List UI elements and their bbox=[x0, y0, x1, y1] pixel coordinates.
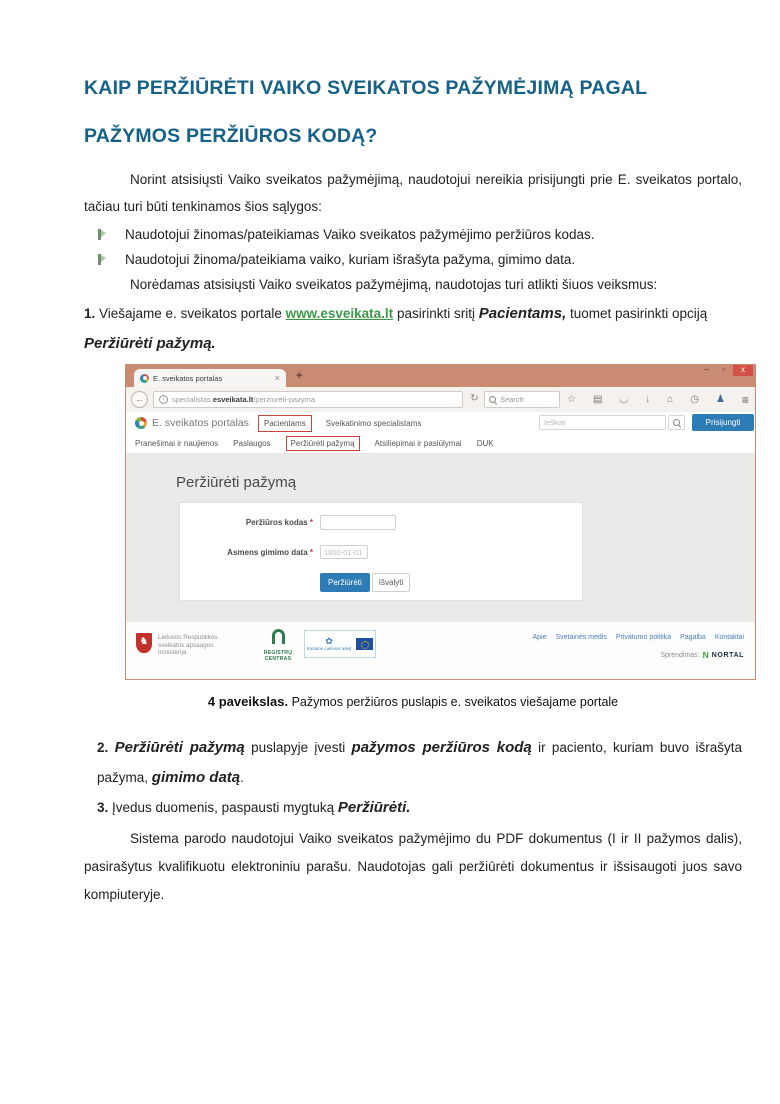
step-number: 2. bbox=[97, 740, 115, 755]
caption-text: Pažymos peržiūros puslapis e. sveikatos viešajame portale bbox=[288, 695, 619, 709]
step-2 bbox=[84, 733, 742, 793]
url-path: /perziureti-pazyma bbox=[253, 395, 316, 404]
nav-item-pranesimai[interactable]: Pranešimai ir naujienos bbox=[135, 439, 219, 448]
code-label: Peržiūros kodas * bbox=[245, 518, 313, 527]
esveikata-favicon-icon bbox=[140, 374, 149, 383]
info-icon[interactable]: i bbox=[159, 395, 168, 404]
window-minimize-icon[interactable]: – bbox=[704, 365, 709, 374]
browser-tab[interactable] bbox=[134, 369, 286, 387]
portal-search-box[interactable] bbox=[539, 415, 666, 430]
portal-secondary-nav bbox=[126, 434, 755, 454]
nav-item-atsiliepimai[interactable]: Atsiliepimai ir pasiūlymai bbox=[374, 439, 462, 448]
eu-funding-logo bbox=[304, 630, 376, 658]
search-icon bbox=[489, 396, 497, 404]
bullet-marker-icon bbox=[98, 229, 101, 240]
history-icon[interactable]: ◷ bbox=[690, 393, 699, 405]
solution-credit bbox=[660, 650, 744, 660]
footer-link-medis[interactable]: Svetainės medis bbox=[555, 634, 607, 641]
emphasis-text: Peržiūrėti pažymą. bbox=[84, 335, 216, 352]
bullet-text: Naudotojui žinomas/pateikiamas Vaiko sveikatos pažymėjimo peržiūros kodas. bbox=[125, 227, 595, 242]
bullet-text: Naudotojui žinoma/pateikiama vaiko, kuriam išrašyta pažyma, gimimo data. bbox=[125, 252, 576, 267]
eu-label: Kuriame Lietuvos ateitį bbox=[306, 646, 352, 651]
dob-input[interactable] bbox=[320, 545, 368, 559]
eu-flag-icon bbox=[356, 638, 373, 650]
closing-paragraph: Sistema parodo naudotojui Vaiko sveikatos pažymėjimo du PDF dokumentus (I ir II pažymos dalis), pasirašytus kvalifikuotu elektroniniu parašu. Naudotojas gali peržiūrėti dokumentus ir išsisaugoti juos savo kompiuteryje. bbox=[84, 831, 742, 902]
required-mark: * bbox=[309, 547, 313, 557]
portal-logo-icon bbox=[135, 417, 147, 429]
account-icon[interactable]: ♟ bbox=[715, 393, 725, 405]
nortal-wordmark: NORTAL bbox=[711, 651, 744, 659]
eu-emblem-icon: ✿ bbox=[325, 636, 333, 646]
bookmark-star-icon[interactable]: ☆ bbox=[567, 393, 576, 405]
pocket-icon[interactable]: ◡ bbox=[619, 393, 629, 405]
step-text: Viešajame e. sveikatos portale bbox=[95, 306, 286, 321]
registry-logo bbox=[252, 629, 304, 662]
step-number: 3. bbox=[97, 800, 109, 815]
footer-link-kontaktai[interactable]: Kontaktai bbox=[714, 634, 744, 641]
list-item bbox=[84, 247, 742, 272]
footer-link-privatumo[interactable]: Privatumo politika bbox=[615, 634, 672, 641]
list-item bbox=[84, 222, 742, 247]
step-text: Įvedus duomenis, paspausti mygtuką bbox=[108, 800, 338, 815]
footer-link-apie[interactable]: Apie bbox=[532, 634, 547, 641]
submit-button[interactable]: Peržiūrėti bbox=[320, 573, 370, 592]
footer-link-pagalba[interactable]: Pagalba bbox=[680, 634, 706, 641]
nav-item-perziureti-pazyma[interactable]: Peržiūrėti pažymą bbox=[286, 436, 360, 451]
tab-title: E. sveikatos portalas bbox=[153, 373, 223, 383]
step-text: ir paciento, kuriam buvo išrašyta pažyma, bbox=[97, 740, 742, 785]
nav-item-pacientams[interactable]: Pacientams bbox=[258, 415, 312, 432]
emphasis-text: Pacientams, bbox=[478, 305, 567, 322]
pre-steps-paragraph: Norėdamas atsisiųsti Vaiko sveikatos pažymėjimą, naudotojas turi atlikti šiuos veiksmus: bbox=[130, 277, 658, 292]
portal-footer bbox=[126, 622, 755, 679]
esveikata-link[interactable]: www.esveikata.lt bbox=[285, 306, 394, 321]
nortal-logo-icon: N bbox=[702, 650, 709, 660]
bookmarks-tray-icon[interactable]: ▤ bbox=[592, 393, 603, 405]
window-controls bbox=[699, 365, 753, 376]
nav-item-paslaugos[interactable]: Paslaugos bbox=[233, 439, 271, 448]
search-icon bbox=[673, 419, 681, 427]
back-icon[interactable]: ← bbox=[131, 391, 148, 408]
step-number: 1. bbox=[84, 306, 96, 321]
step-1 bbox=[84, 299, 742, 359]
dob-label: Asmens gimimo data * bbox=[227, 547, 313, 557]
browser-toolbar bbox=[126, 387, 755, 413]
emphasis-text: pažymos peržiūros kodą bbox=[351, 739, 532, 756]
download-icon[interactable]: ↓ bbox=[645, 393, 651, 405]
tab-close-icon[interactable]: × bbox=[274, 372, 280, 383]
portal-primary-nav bbox=[258, 415, 421, 432]
portal-content bbox=[126, 454, 755, 622]
address-bar[interactable] bbox=[153, 391, 463, 408]
bullet-marker-icon bbox=[98, 254, 101, 265]
ministry-label: Lietuvos Respublikos sveikatos apsaugos ministerija bbox=[158, 634, 218, 656]
certificate-form-card bbox=[179, 502, 583, 601]
clear-button[interactable]: Išvalyti bbox=[372, 573, 410, 592]
code-input[interactable] bbox=[320, 515, 396, 530]
browser-search-box[interactable] bbox=[484, 391, 560, 408]
solution-label: Sprendimas: bbox=[660, 651, 700, 659]
portal-search-input[interactable] bbox=[544, 418, 661, 427]
emphasis-text: gimimo datą bbox=[151, 769, 241, 786]
step-3 bbox=[84, 793, 742, 823]
window-close-icon[interactable]: x bbox=[733, 365, 753, 376]
caption-number: 4 paveikslas. bbox=[207, 694, 289, 709]
coat-of-arms-icon: ♞ bbox=[136, 633, 152, 653]
new-tab-icon[interactable]: + bbox=[296, 370, 303, 382]
home-icon[interactable]: ⌂ bbox=[667, 393, 674, 405]
figure-browser-screenshot bbox=[125, 364, 756, 680]
required-mark: * bbox=[309, 518, 313, 527]
browser-titlebar bbox=[126, 365, 755, 387]
portal-page-heading: Peržiūrėti pažymą bbox=[176, 474, 297, 491]
intro-paragraph: Norint atsisiųsti Vaiko sveikatos pažymėjimą, naudotojui nereikia prisijungti prie E. sveikatos portalo, tačiau turi būti tenkinamos šios sąlygos: bbox=[84, 172, 742, 214]
portal-brand: E. sveikatos portalas bbox=[152, 417, 249, 429]
step-text: pasirinkti sritį bbox=[393, 306, 479, 321]
registry-arch-icon bbox=[272, 629, 285, 644]
conditions-list bbox=[84, 222, 742, 272]
url-prefix: specialistas. bbox=[172, 395, 213, 404]
eu-emblem bbox=[307, 637, 351, 651]
emphasis-text: Peržiūrėti pažymą bbox=[114, 739, 245, 756]
figure-caption bbox=[84, 694, 742, 709]
nav-item-duk[interactable]: DUK bbox=[476, 439, 494, 448]
step-text: tuomet pasirinkti opciją bbox=[566, 306, 708, 321]
nav-item-specialistams[interactable]: Sveikatinimo specialistams bbox=[325, 419, 422, 428]
browser-search-input[interactable] bbox=[500, 395, 555, 404]
login-button[interactable]: Prisijungti bbox=[692, 414, 754, 431]
window-maximize-icon[interactable]: ▫ bbox=[722, 365, 725, 374]
url-domain: esveikata.lt bbox=[212, 395, 254, 404]
registry-label: REGISTRŲ CENTRAS bbox=[263, 650, 293, 662]
step-text: . bbox=[240, 770, 244, 785]
emphasis-text: Peržiūrėti. bbox=[337, 799, 411, 816]
menu-icon[interactable]: ≡ bbox=[741, 392, 749, 407]
portal-header bbox=[126, 412, 755, 434]
toolbar-icons bbox=[567, 391, 749, 408]
portal-search-button[interactable] bbox=[668, 415, 685, 430]
url-text bbox=[172, 395, 315, 404]
step-text: puslapyje įvesti bbox=[244, 740, 352, 755]
footer-links bbox=[532, 634, 744, 641]
reload-icon[interactable]: ↻ bbox=[470, 393, 479, 404]
page-title: KAIP PERŽIŪRĖTI VAIKO SVEIKATOS PAŽYMĖJIMĄ PAGAL PAŽYMOS PERŽIŪROS KODĄ? bbox=[84, 77, 647, 147]
